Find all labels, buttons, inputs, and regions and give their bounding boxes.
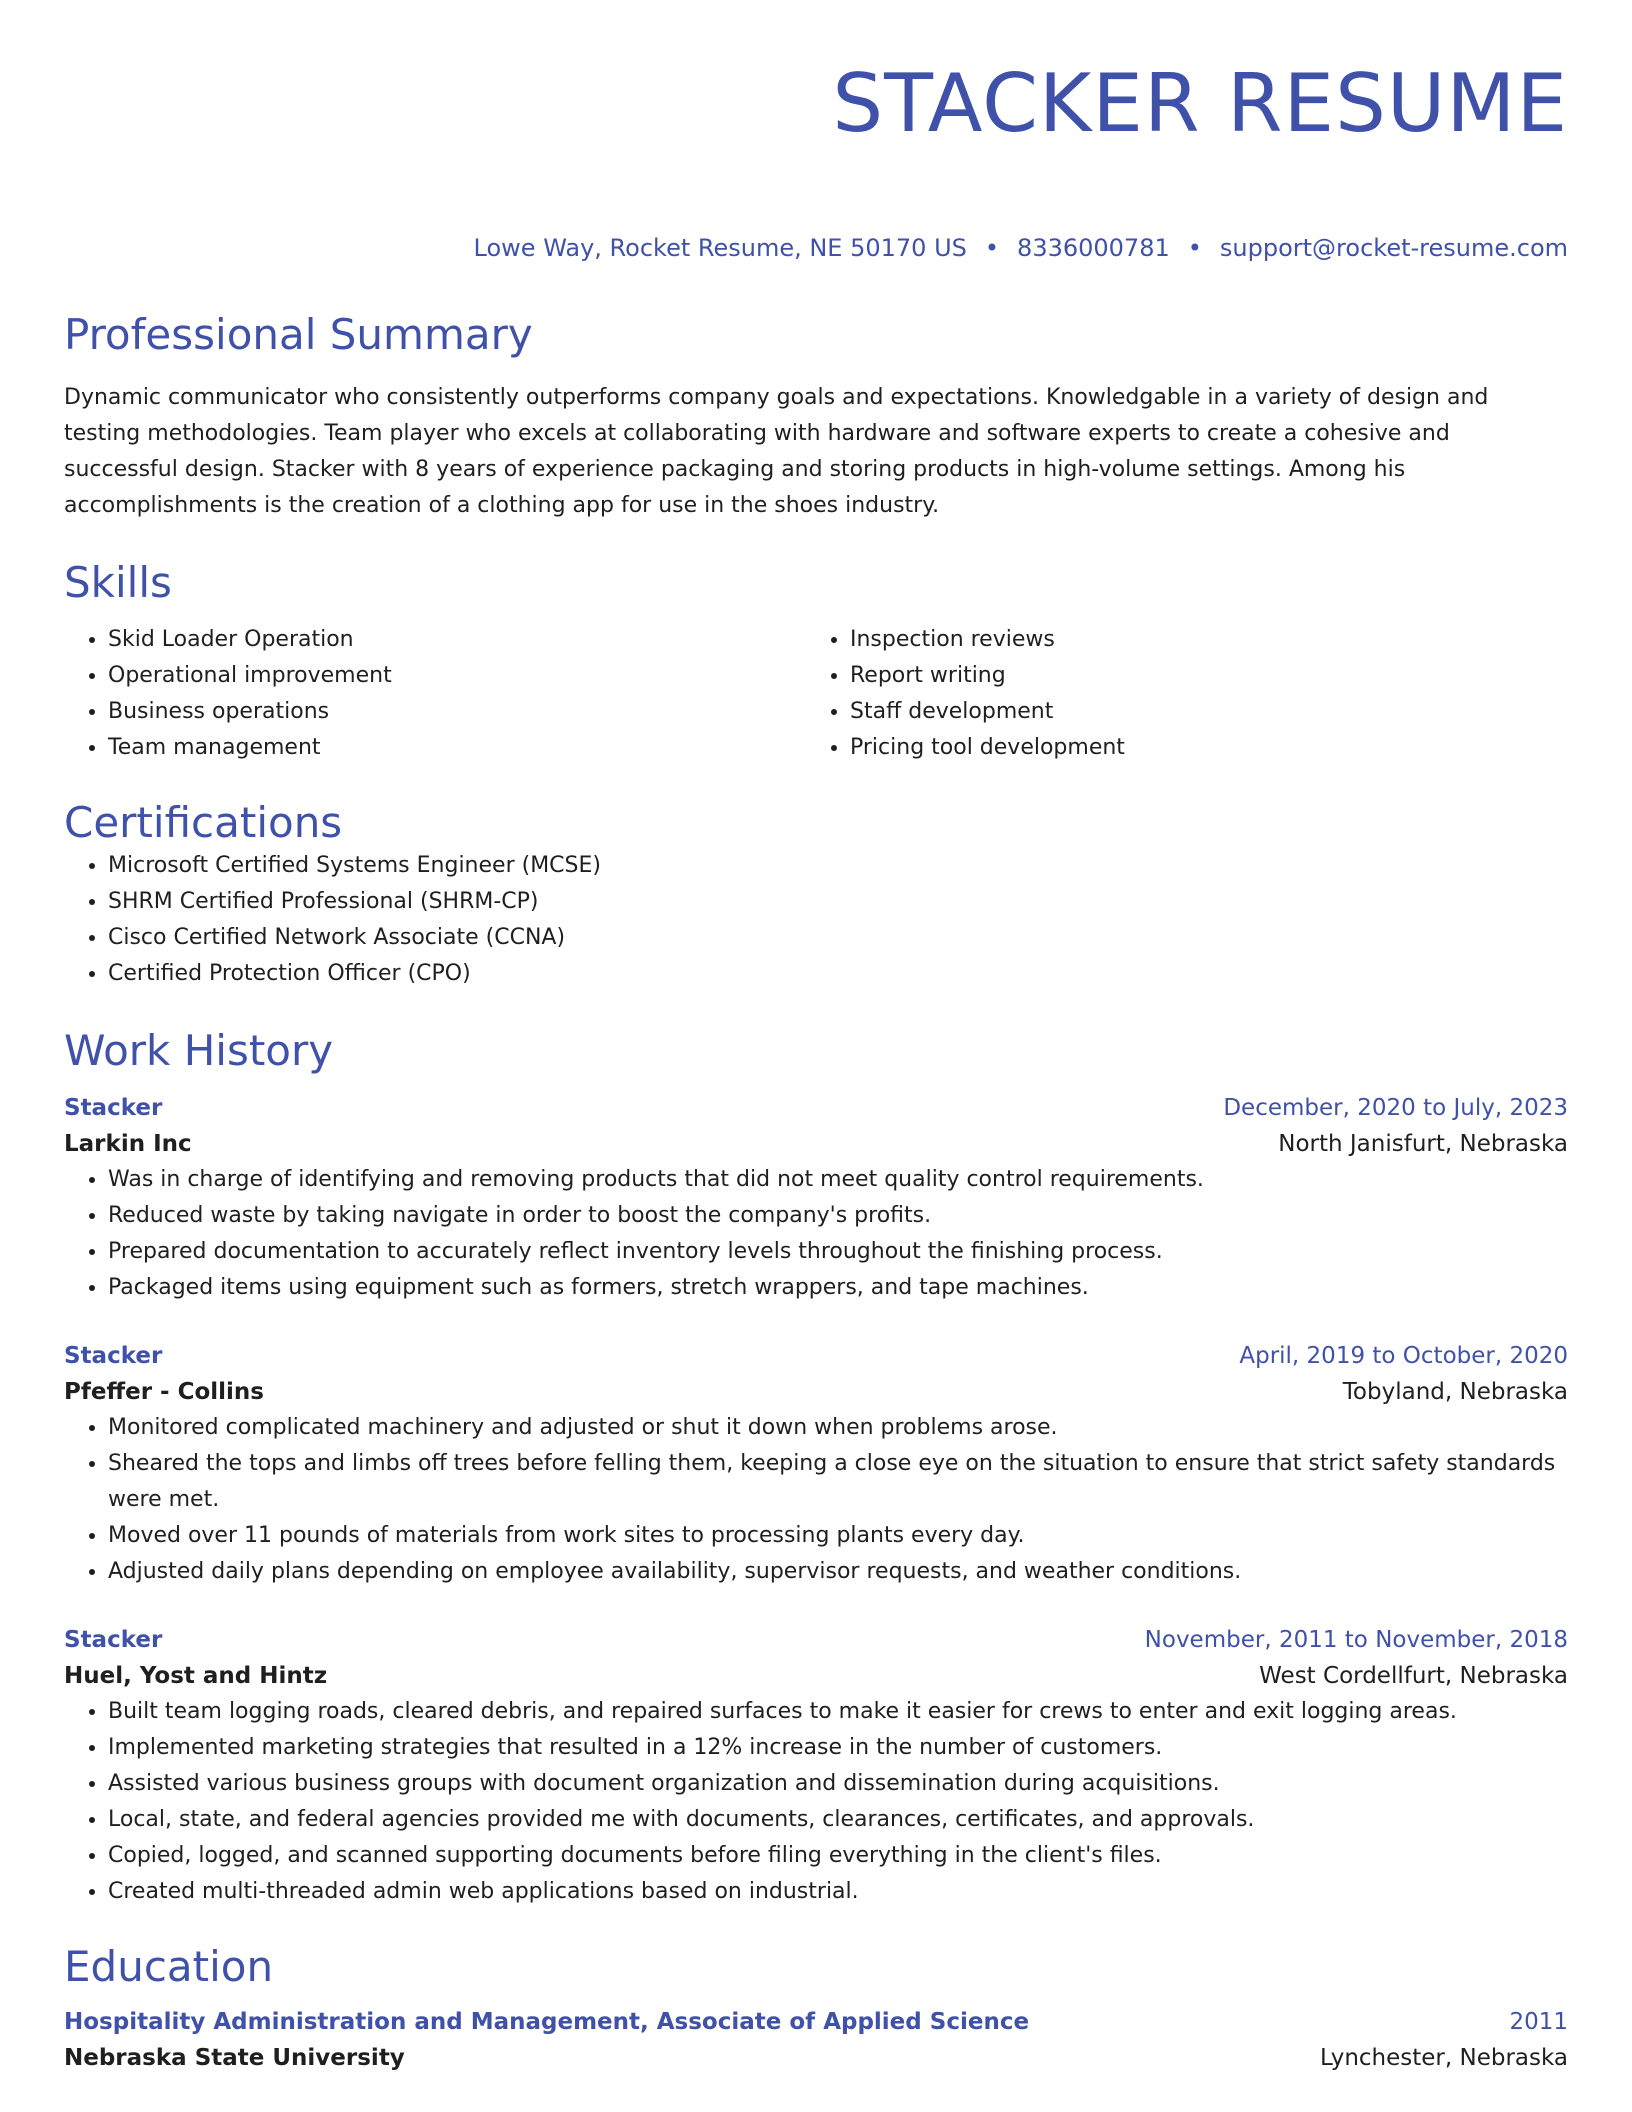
job-company: Larkin Inc <box>64 1131 192 1157</box>
contact-line <box>64 232 1568 264</box>
job-bullet: • Implemented marketing strategies that resulted in a 12% increase in the number of customers. <box>108 1730 1568 1766</box>
job-bullet: • Created multi-threaded admin web applications based on industrial. <box>108 1874 1568 1910</box>
contact-separator: • <box>984 234 1000 262</box>
job-company: Pfeffer - Collins <box>64 1379 264 1405</box>
job-bullet: • Moved over 11 pounds of materials from work sites to processing plants every day. <box>108 1518 1568 1554</box>
job-entry <box>64 1622 1568 1910</box>
job-bullet: • Copied, logged, and scanned supporting documents before filing everything in the client's files. <box>108 1838 1568 1874</box>
job-bullet: • Sheared the tops and limbs off trees before felling them, keeping a close eye on the situation to ensure that strict safety standards were met. <box>108 1446 1568 1518</box>
contact-email: support@rocket-resume.com <box>1219 234 1568 262</box>
job-bullet-list <box>64 1694 1568 1910</box>
certification-item: • Cisco Certified Network Associate (CCNA) <box>108 920 1568 956</box>
summary-text: Dynamic communicator who consistently outperforms company goals and expectations. Knowledgable in a variety of design and testing methodologies. Team player who excels at collaborating with hardware and software experts to create a cohesive and successful design. Stacker with 8 years of experience packaging and storing products in high-volume settings. Among his accomplishments is the creation of a clothing app for use in the shoes industry. <box>64 385 1489 518</box>
job-company-row <box>64 1126 1568 1162</box>
skills-list-right <box>806 622 1548 766</box>
contact-separator: • <box>1187 234 1202 262</box>
certifications-heading: Certifications <box>64 798 343 847</box>
skill-item: • Staff development <box>850 694 1548 730</box>
job-entry <box>64 1338 1568 1590</box>
education-school-row <box>64 2040 1568 2076</box>
education-year: 2011 <box>1509 2009 1568 2035</box>
job-header-row <box>64 1090 1568 1126</box>
job-bullet: • Prepared documentation to accurately reflect inventory levels throughout the finishing process. <box>108 1234 1568 1270</box>
job-entry <box>64 1090 1568 1306</box>
job-location: Tobyland, Nebraska <box>1342 1379 1568 1405</box>
certifications-list <box>64 848 1568 992</box>
skills-column-left <box>64 622 806 766</box>
job-company-row <box>64 1374 1568 1410</box>
resume-name: STACKER RESUME <box>832 57 1568 150</box>
education-degree: Hospitality Administration and Management, Associate of Applied Science <box>64 2009 1030 2035</box>
job-bullet: • Monitored complicated machinery and adjusted or shut it down when problems arose. <box>108 1410 1568 1446</box>
skill-item: • Report writing <box>850 658 1548 694</box>
summary-heading: Professional Summary <box>64 310 533 359</box>
education-heading: Education <box>64 1942 274 1991</box>
job-role: Stacker <box>64 1343 163 1369</box>
job-bullet: • Reduced waste by taking navigate in order to boost the company's profits. <box>108 1198 1568 1234</box>
job-company-row <box>64 1658 1568 1694</box>
work-history-heading: Work History <box>64 1026 334 1075</box>
job-bullet: • Packaged items using equipment such as formers, stretch wrappers, and tape machines. <box>108 1270 1568 1306</box>
skills-grid <box>64 622 1568 766</box>
contact-address: Lowe Way, Rocket Resume, NE 50170 US <box>473 234 967 262</box>
job-location: North Janisfurt, Nebraska <box>1278 1131 1568 1157</box>
education-entry <box>64 2004 1568 2076</box>
skills-heading: Skills <box>64 558 172 607</box>
job-bullet: • Local, state, and federal agencies provided me with documents, clearances, certificates, and approvals. <box>108 1802 1568 1838</box>
job-header-row <box>64 1338 1568 1374</box>
job-header-row <box>64 1622 1568 1658</box>
skill-item: • Pricing tool development <box>850 730 1548 766</box>
job-role: Stacker <box>64 1627 163 1653</box>
certification-item: • Microsoft Certified Systems Engineer (MCSE) <box>108 848 1568 884</box>
certification-item: • Certified Protection Officer (CPO) <box>108 956 1568 992</box>
education-location: Lynchester, Nebraska <box>1320 2045 1568 2071</box>
certification-item: • SHRM Certified Professional (SHRM-CP) <box>108 884 1568 920</box>
resume-page <box>64 0 1568 2076</box>
job-bullet: • Built team logging roads, cleared debris, and repaired surfaces to make it easier for crews to enter and exit logging areas. <box>108 1694 1568 1730</box>
job-bullet-list <box>64 1410 1568 1590</box>
job-role: Stacker <box>64 1095 163 1121</box>
job-dates: April, 2019 to October, 2020 <box>1239 1343 1568 1369</box>
education-school: Nebraska State University <box>64 2045 405 2071</box>
job-company: Huel, Yost and Hintz <box>64 1663 328 1689</box>
job-bullet: • Assisted various business groups with document organization and dissemination during acquisitions. <box>108 1766 1568 1802</box>
skill-item: • Operational improvement <box>108 658 806 694</box>
education-header-row <box>64 2004 1568 2040</box>
job-bullet: • Was in charge of identifying and removing products that did not meet quality control requirements. <box>108 1162 1568 1198</box>
job-dates: November, 2011 to November, 2018 <box>1144 1627 1568 1653</box>
job-bullet: • Adjusted daily plans depending on employee availability, supervisor requests, and weather conditions. <box>108 1554 1568 1590</box>
contact-phone: 8336000781 <box>1017 234 1170 262</box>
job-bullet-list <box>64 1162 1568 1306</box>
skill-item: • Skid Loader Operation <box>108 622 806 658</box>
job-dates: December, 2020 to July, 2023 <box>1223 1095 1568 1121</box>
skills-column-right <box>806 622 1548 766</box>
skill-item: • Inspection reviews <box>850 622 1548 658</box>
skill-item: • Team management <box>108 730 806 766</box>
skills-list-left <box>64 622 806 766</box>
job-location: West Cordellfurt, Nebraska <box>1259 1663 1568 1689</box>
skill-item: • Business operations <box>108 694 806 730</box>
